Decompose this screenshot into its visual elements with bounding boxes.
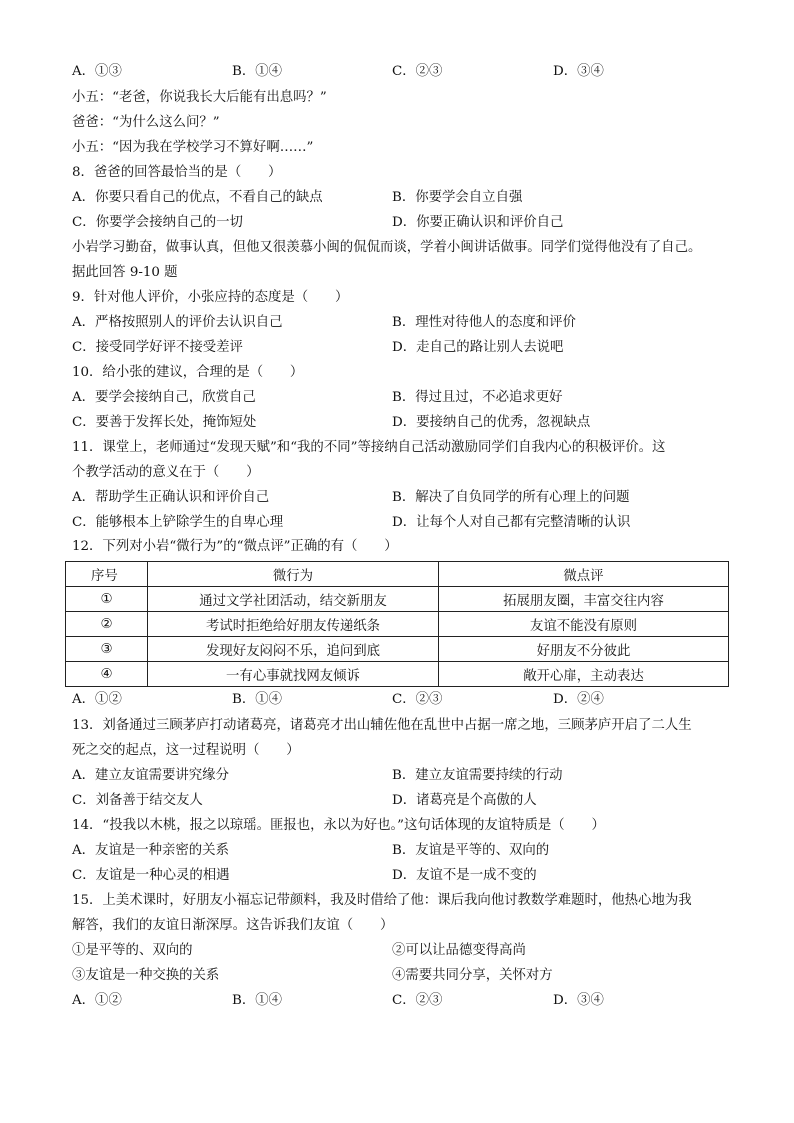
q7-option-a: A．①③ — [72, 64, 122, 79]
q13-option-c: C．刘备善于结交友人 — [72, 793, 203, 808]
table-header-behavior: 微行为 — [148, 562, 439, 587]
dialog-line: 小五：“老爸，你说我长大后能有出息吗？” — [72, 90, 327, 105]
q8-option-a: A．你要只看自己的优点，不看自己的缺点 — [72, 190, 323, 205]
table-cell-number: ③ — [66, 637, 148, 662]
table-cell-behavior: 通过文学社团活动，结交新朋友 — [148, 587, 439, 612]
table-cell-behavior: 一有心事就找网友倾诉 — [148, 662, 439, 687]
table-row — [66, 637, 729, 662]
q7-option-b: B．①④ — [232, 64, 283, 79]
passage-line: 据此回答 9-10 题 — [72, 265, 178, 280]
dialog-line: 小五：“因为我在学校学习不算好啊……” — [72, 140, 314, 155]
table-cell-number: ② — [66, 612, 148, 637]
table-header-row — [66, 562, 729, 587]
q13-stem-line: 死之交的起点，这一过程说明（ ） — [72, 743, 300, 758]
q11-stem-line: 个教学活动的意义在于（ ） — [72, 465, 260, 480]
table-cell-comment: 拓展朋友圈，丰富交往内容 — [439, 587, 729, 612]
q10-option-a: A．要学会接纳自己，欣赏自己 — [72, 390, 256, 405]
q10-option-b: B．得过且过，不必追求更好 — [392, 390, 563, 405]
q7-option-d: D．③④ — [553, 64, 604, 79]
table-header-comment: 微点评 — [439, 562, 729, 587]
q9-option-d: D．走自己的路让别人去说吧 — [392, 340, 564, 355]
q15-statement: ③友谊是一种交换的关系 — [72, 968, 220, 983]
q8-option-c: C．你要学会接纳自己的一切 — [72, 215, 243, 230]
q15-option-b: B．①④ — [232, 993, 283, 1008]
table-cell-behavior: 发现好友闷闷不乐，追问到底 — [148, 637, 439, 662]
q15-stem-line: 解答，我们的友谊日渐深厚。这告诉我们友谊（ ） — [72, 918, 394, 933]
table-row — [66, 662, 729, 687]
q9-stem: 9．针对他人评价，小张应持的态度是（ ） — [72, 290, 349, 305]
table-header-number: 序号 — [66, 562, 148, 587]
q14-option-b: B．友谊是平等的、双向的 — [392, 843, 550, 858]
q12-option-b: B．①④ — [232, 692, 283, 707]
q7-option-c: C．②③ — [392, 64, 443, 79]
q14-option-c: C．友谊是一种心灵的相遇 — [72, 868, 230, 883]
q12-option-a: A．①② — [72, 692, 122, 707]
q11-option-a: A．帮助学生正确认识和评价自己 — [72, 490, 270, 505]
q10-option-d: D．要接纳自己的优秀，忽视缺点 — [392, 415, 591, 430]
q15-statement: ④需要共同分享，关怀对方 — [392, 968, 553, 983]
table-cell-behavior: 考试时拒绝给好朋友传递纸条 — [148, 612, 439, 637]
q8-stem: 8．爸爸的回答最恰当的是（ ） — [72, 165, 282, 180]
q11-stem-line: 11．课堂上，老师通过“发现天赋”和“我的不同”等接纳自己活动激励同学们自我内心的积极评价。这 — [72, 440, 666, 455]
q15-statement: ①是平等的、双向的 — [72, 943, 193, 958]
q11-option-c: C．能够根本上铲除学生的自卑心理 — [72, 515, 284, 530]
q15-option-c: C．②③ — [392, 993, 443, 1008]
q15-option-a: A．①② — [72, 993, 122, 1008]
q10-option-c: C．要善于发挥长处，掩饰短处 — [72, 415, 257, 430]
q14-option-d: D．友谊不是一成不变的 — [392, 868, 537, 883]
q15-option-d: D．③④ — [553, 993, 604, 1008]
table-cell-comment: 好朋友不分彼此 — [439, 637, 729, 662]
table-cell-comment: 敞开心扉，主动表达 — [439, 662, 729, 687]
q14-stem: 14．“投我以木桃，报之以琼瑶。匪报也，永以为好也。”这句话体现的友谊特质是（ ） — [72, 818, 605, 833]
passage-line: 小岩学习勤奋，做事认真，但他又很羡慕小闽的侃侃而谈，学着小闽讲话做事。同学们觉得他没有了自己。 — [72, 240, 702, 255]
q13-option-a: A．建立友谊需要讲究缘分 — [72, 768, 229, 783]
q8-option-d: D．你要正确认识和评价自己 — [392, 215, 564, 230]
q12-option-c: C．②③ — [392, 692, 443, 707]
q12-table — [65, 561, 729, 687]
dialog-line: 爸爸：“为什么这么问？” — [72, 115, 220, 130]
q14-option-a: A．友谊是一种亲密的关系 — [72, 843, 229, 858]
q9-option-c: C．接受同学好评不接受差评 — [72, 340, 243, 355]
table-row — [66, 587, 729, 612]
q9-option-b: B．理性对待他人的态度和评价 — [392, 315, 576, 330]
q13-stem-line: 13．刘备通过三顾茅庐打动诸葛亮，诸葛亮才出山辅佐他在乱世中占据一席之地，三顾茅庐开启了二人生 — [72, 718, 692, 733]
q10-stem: 10．给小张的建议，合理的是（ ） — [72, 365, 304, 380]
table-row — [66, 612, 729, 637]
table-cell-number: ④ — [66, 662, 148, 687]
q11-option-b: B．解决了自负同学的所有心理上的问题 — [392, 490, 630, 505]
q12-stem: 12．下列对小岩“微行为”的“微点评”正确的有（ ） — [72, 539, 398, 554]
q8-option-b: B．你要学会自立自强 — [392, 190, 523, 205]
q13-option-b: B．建立友谊需要持续的行动 — [392, 768, 563, 783]
q15-stem-line: 15．上美术课时，好朋友小福忘记带颜料，我及时借给了他：课后我向他讨教数学难题时，他热心地为我 — [72, 893, 692, 908]
q9-option-a: A．严格按照别人的评价去认识自己 — [72, 315, 283, 330]
q11-option-d: D．让每个人对自己都有完整清晰的认识 — [392, 515, 631, 530]
table-cell-comment: 友谊不能没有原则 — [439, 612, 729, 637]
q13-option-d: D．诸葛亮是个高傲的人 — [392, 793, 537, 808]
q12-option-d: D．②④ — [553, 692, 604, 707]
table-cell-number: ① — [66, 587, 148, 612]
q15-statement: ②可以让品德变得高尚 — [392, 943, 526, 958]
